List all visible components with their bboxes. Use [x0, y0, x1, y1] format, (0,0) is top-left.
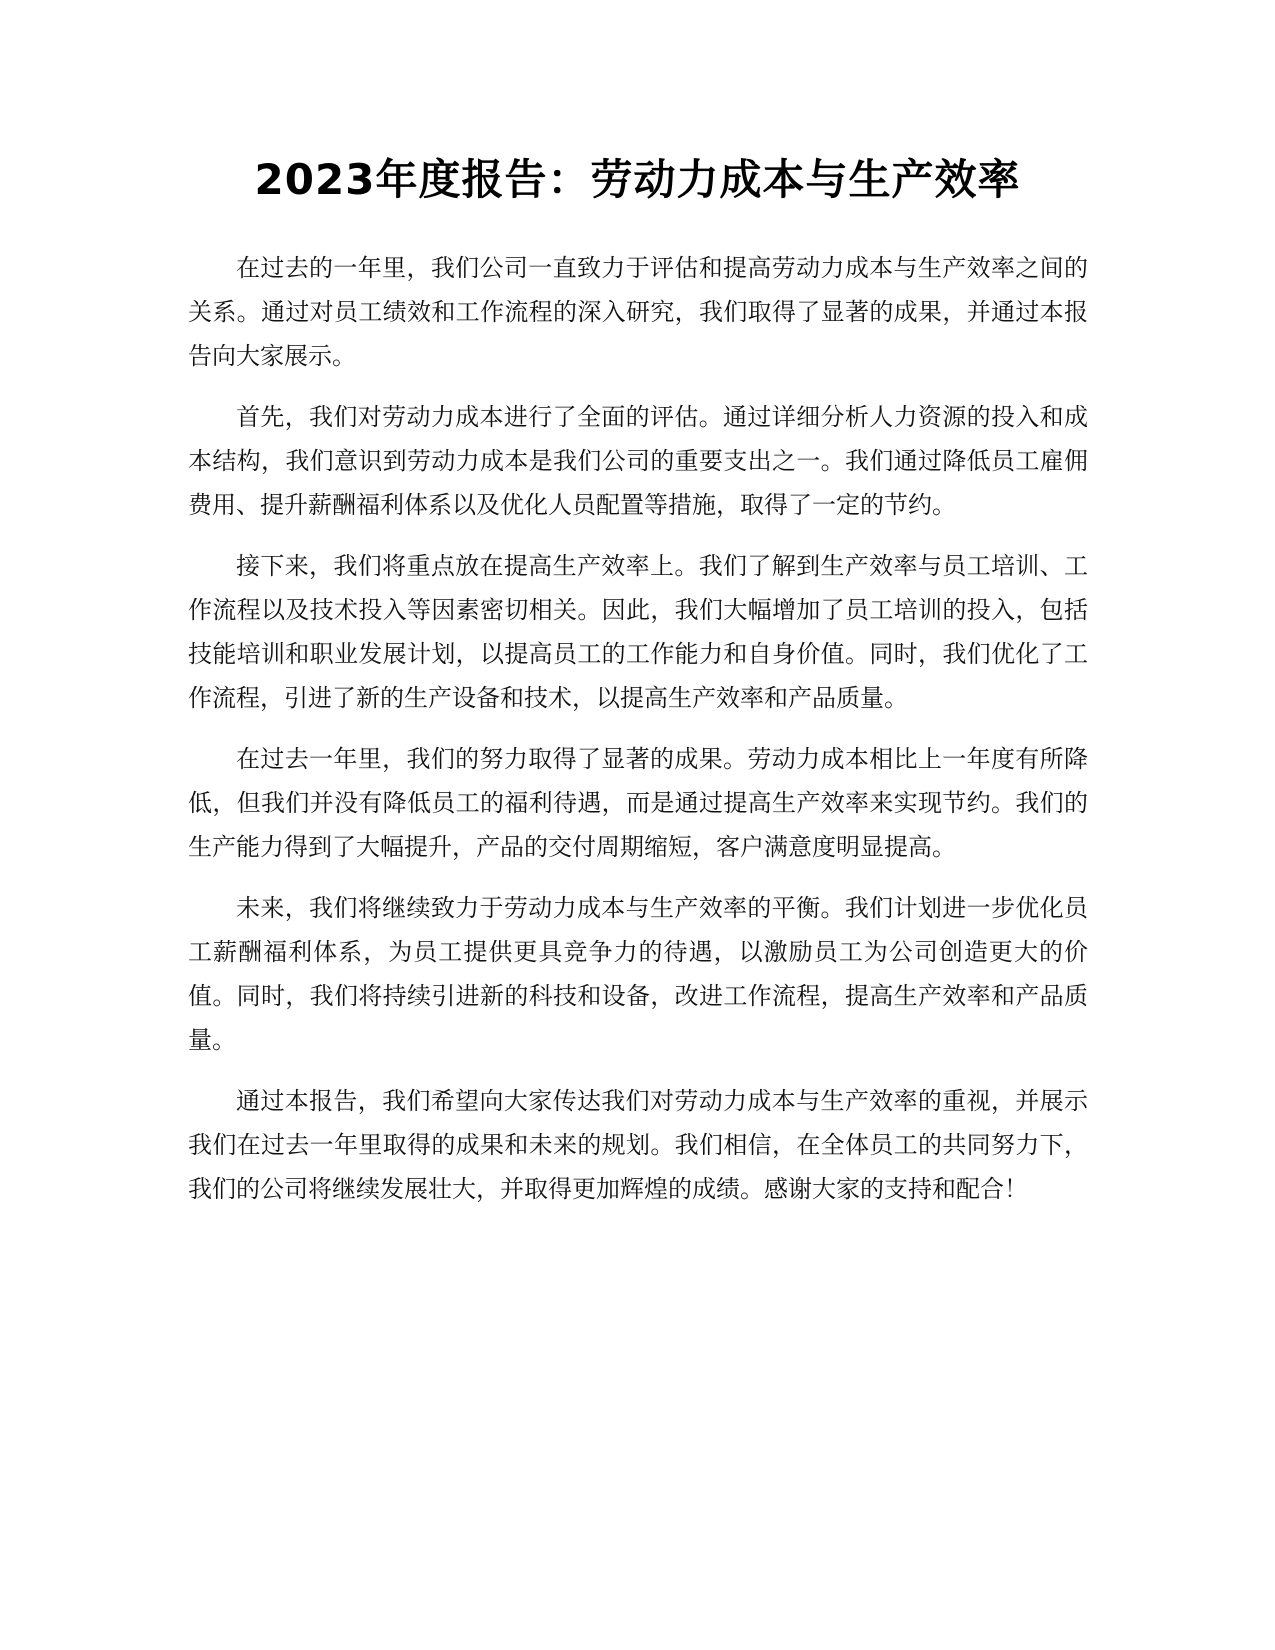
document-body	[188, 246, 1088, 1228]
document-title: 2023年度报告：劳动力成本与生产效率	[254, 155, 1021, 204]
paragraph-4: 在过去一年里，我们的努力取得了显著的成果。劳动力成本相比上一年度有所降低，但我们并没有降低员工的福利待遇，而是通过提高生产效率来实现节约。我们的生产能力得到了大幅提升，产品的交付周期缩短，客户满意度明显提高。	[188, 745, 1088, 861]
paragraph-6: 通过本报告，我们希望向大家传达我们对劳动力成本与生产效率的重视，并展示我们在过去一年里取得的成果和未来的规划。我们相信，在全体员工的共同努力下，我们的公司将继续发展壮大，并取得更加辉煌的成绩。感谢大家的支持和配合！	[188, 1087, 1088, 1203]
paragraph-1: 在过去的一年里，我们公司一直致力于评估和提高劳动力成本与生产效率之间的关系。通过对员工绩效和工作流程的深入研究，我们取得了显著的成果，并通过本报告向大家展示。	[188, 254, 1088, 370]
paragraph-3: 接下来，我们将重点放在提高生产效率上。我们了解到生产效率与员工培训、工作流程以及技术投入等因素密切相关。因此，我们大幅增加了员工培训的投入，包括技能培训和职业发展计划，以提高员工的工作能力和自身价值。同时，我们优化了工作流程，引进了新的生产设备和技术，以提高生产效率和产品质量。	[188, 552, 1088, 712]
paragraph-2: 首先，我们对劳动力成本进行了全面的评估。通过详细分析人力资源的投入和成本结构，我们意识到劳动力成本是我们公司的重要支出之一。我们通过降低员工雇佣费用、提升薪酬福利体系以及优化人员配置等措施，取得了一定的节约。	[188, 403, 1088, 519]
paragraph-5: 未来，我们将继续致力于劳动力成本与生产效率的平衡。我们计划进一步优化员工薪酬福利体系，为员工提供更具竞争力的待遇，以激励员工为公司创造更大的价值。同时，我们将持续引进新的科技和设备，改进工作流程，提高生产效率和产品质量。	[188, 894, 1088, 1054]
